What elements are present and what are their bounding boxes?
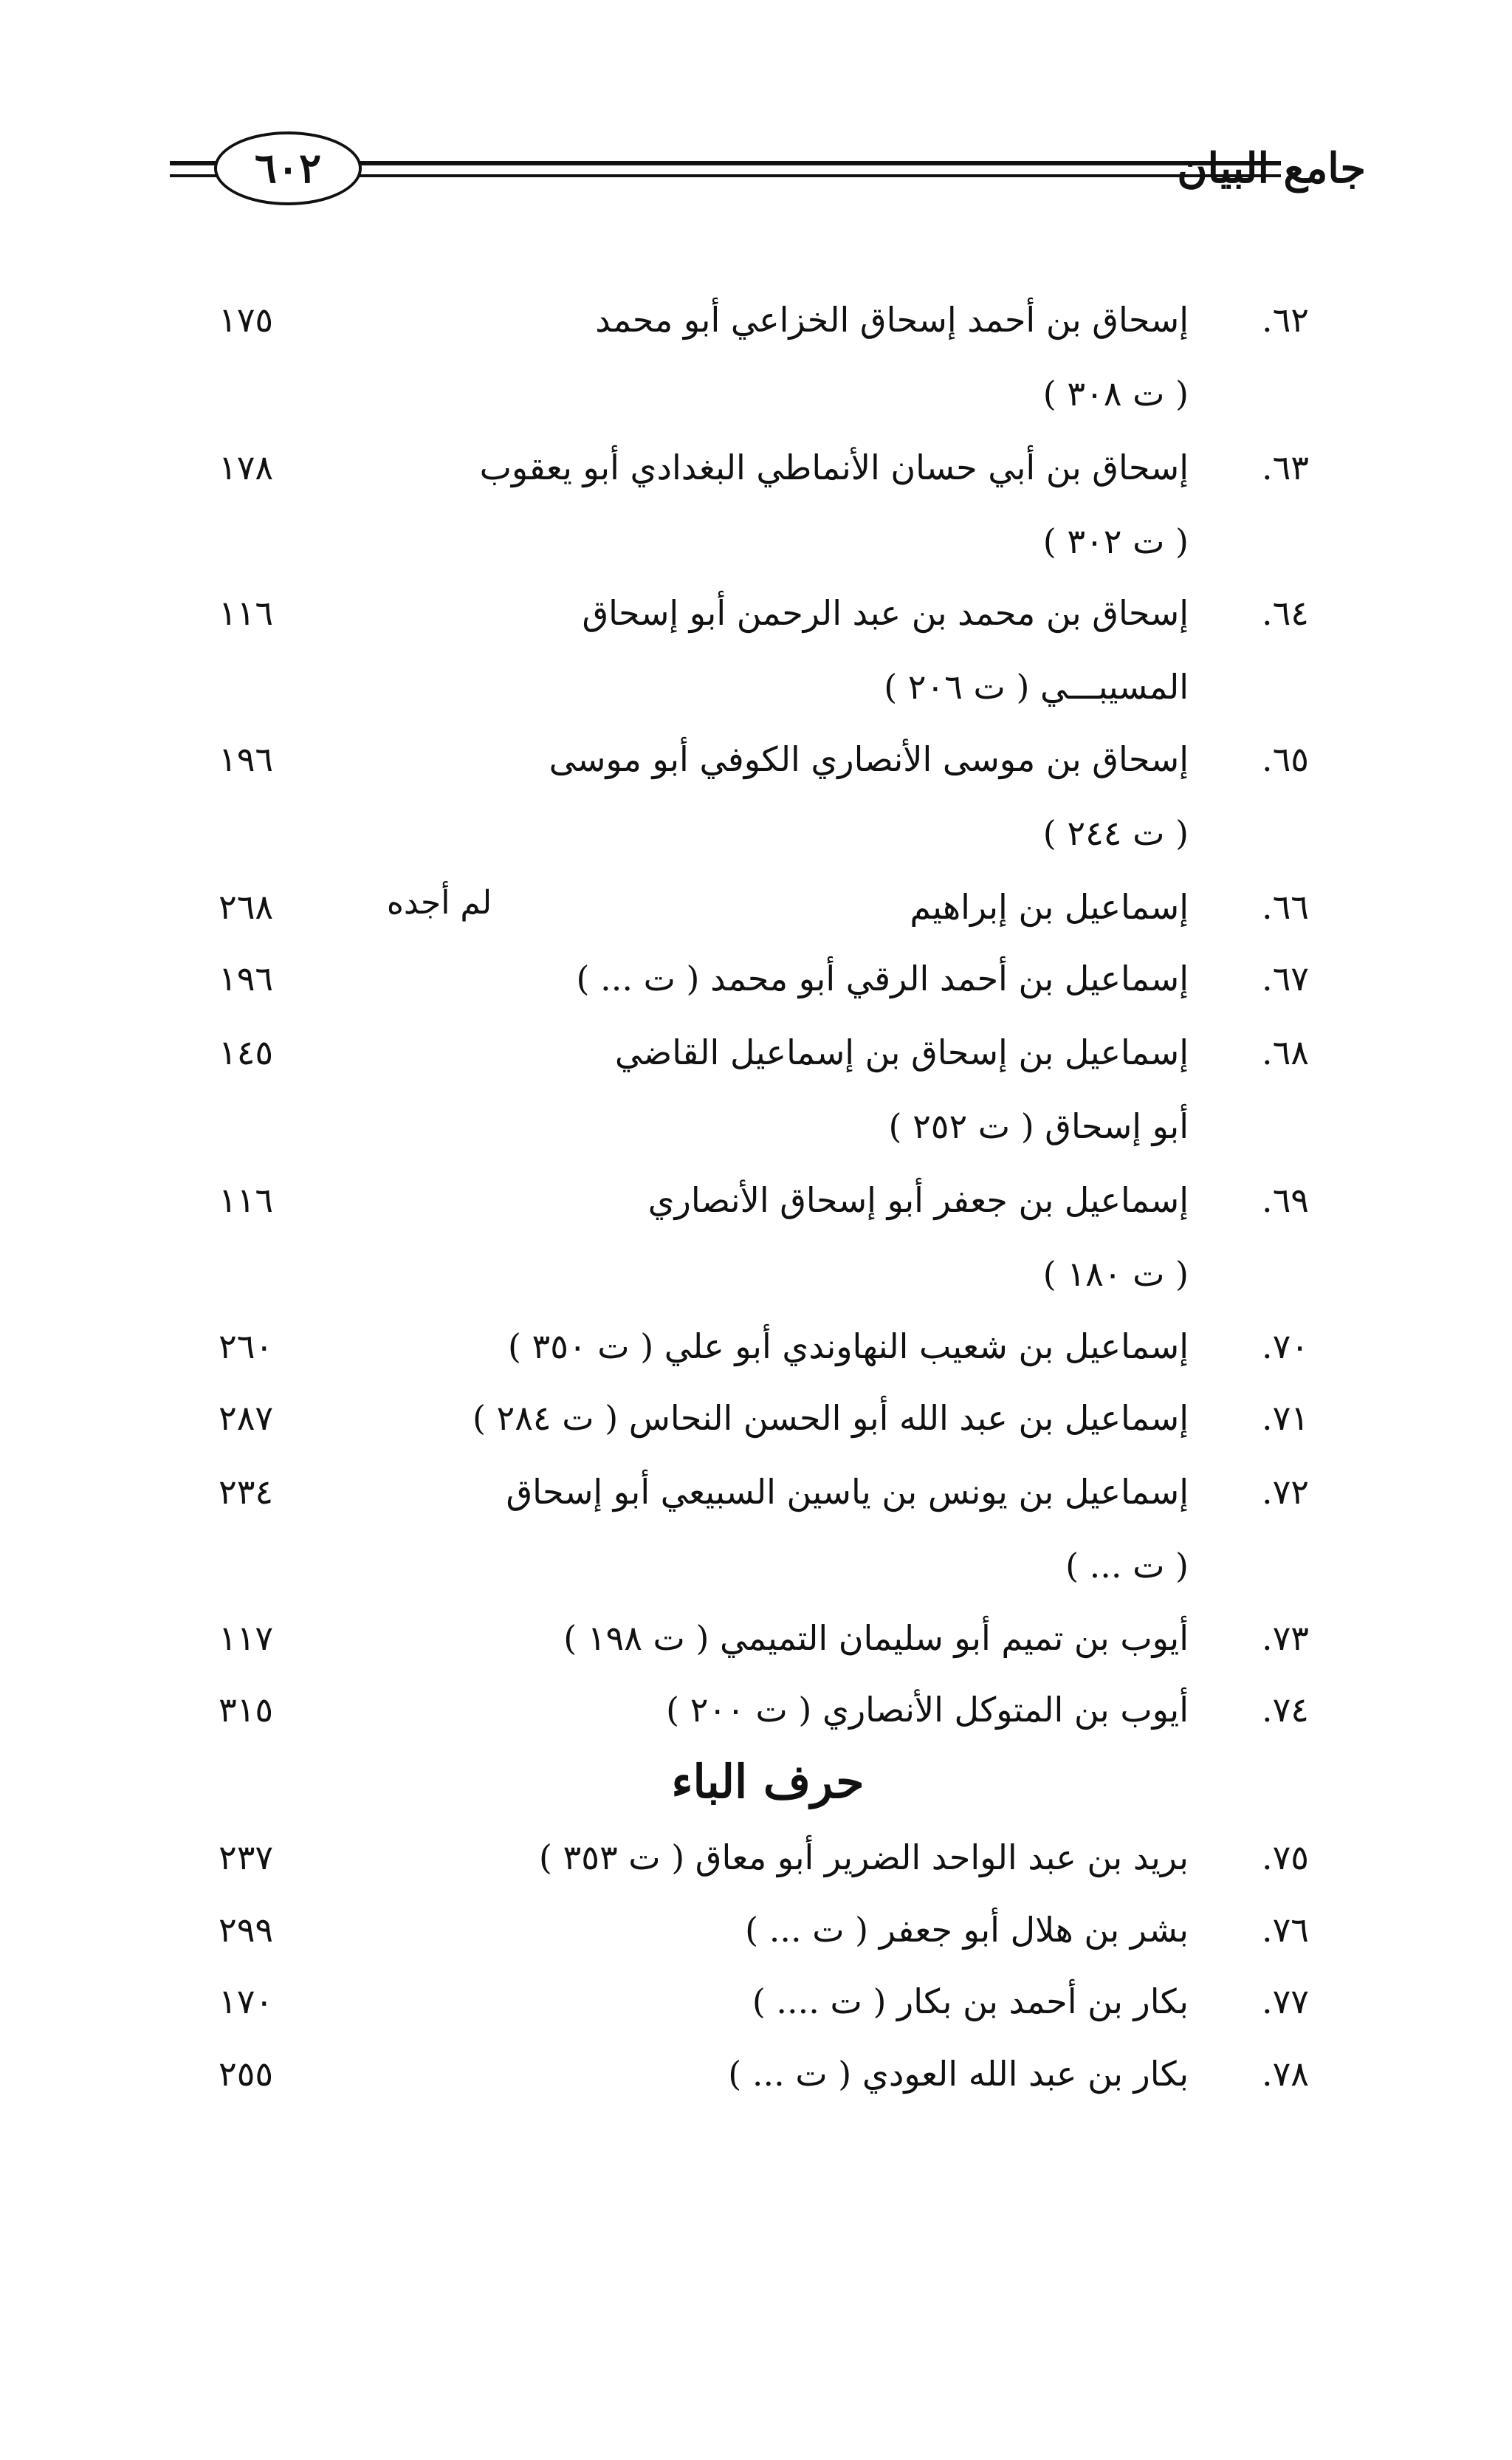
entry-number: .٧٣: [1261, 1618, 1310, 1658]
entry-number: .٧٧: [1261, 1981, 1310, 2021]
entry-page: ١٩٦: [219, 739, 274, 779]
entry-page: ١٧٨: [219, 448, 274, 487]
entry-page: ١١٦: [219, 593, 274, 633]
entry-continuation: ( ت ٣٠٢ ): [1042, 521, 1189, 561]
entry-name: إسماعيل بن أحمد الرقي أبو محمد ( ت ... ): [576, 959, 1189, 998]
entry-page: ١١٦: [219, 1180, 274, 1220]
entry-continuation: ( ت ٣٠٨ ): [1042, 374, 1189, 414]
entry-name: إسحاق بن موسى الأنصاري الكوفي أبو موسى: [549, 739, 1189, 779]
entry-name: بكار بن أحمد بن بكار ( ت .... ): [752, 1981, 1189, 2021]
entry-number: .٧٨: [1261, 2054, 1310, 2094]
entry-name: إسماعيل بن إسحاق بن إسماعيل القاضي: [614, 1032, 1189, 1072]
entry-page: ٢٥٥: [219, 2054, 274, 2094]
entry-number: .٦٧: [1261, 959, 1310, 998]
entry-page: ٢٦٠: [219, 1326, 274, 1366]
entry-name: إسحاق بن أبي حسان الأنماطي البغدادي أبو يعقوب: [479, 448, 1189, 487]
entry-page: ١١٧: [219, 1618, 274, 1658]
entry-number: .٧٦: [1261, 1910, 1310, 1950]
entry-page: ١٤٥: [219, 1032, 274, 1072]
entry-name: أيوب بن تميم أبو سليمان التميمي ( ت ١٩٨ ): [563, 1618, 1189, 1658]
entry-number: .٧١: [1261, 1398, 1310, 1438]
entry-continuation: ( ت ٢٤٤ ): [1042, 813, 1189, 853]
entry-name: إسماعيل بن عبد الله أبو الحسن النحاس ( ت ٢٨٤ ): [472, 1398, 1189, 1438]
entry-page: ٢٨٧: [219, 1398, 274, 1438]
entry-continuation: أبو إسحاق ( ت ٢٥٢ ): [888, 1106, 1189, 1146]
entry-page: ٢٦٨: [219, 887, 274, 927]
entry-continuation: المسيبـــي ( ت ٢٠٦ ): [884, 667, 1189, 707]
entry-number: .٦٢: [1261, 300, 1310, 340]
entry-name: بريد بن عبد الواحد الضرير أبو معاق ( ت ٣٥٣ ): [538, 1837, 1189, 1877]
entry-name: بكار بن عبد الله العودي ( ت ... ): [728, 2054, 1189, 2094]
entry-number: .٧٠: [1261, 1326, 1310, 1366]
entry-number: .٦٣: [1261, 448, 1310, 487]
entry-number: .٧٢: [1261, 1472, 1310, 1512]
entry-name: بشر بن هلال أبو جعفر ( ت ... ): [745, 1910, 1189, 1950]
page-number: ٦٠٢: [214, 131, 362, 205]
entry-page: ٢٣٧: [219, 1837, 274, 1877]
entry-number: .٦٨: [1261, 1032, 1310, 1072]
entry-number: .٧٥: [1261, 1837, 1310, 1877]
entry-name: إسماعيل بن يونس بن ياسين السبيعي أبو إسحاق: [506, 1472, 1189, 1512]
entry-note: لم أجده: [386, 884, 492, 922]
entry-page: ٢٣٤: [219, 1472, 274, 1512]
entry-number: .٧٤: [1261, 1690, 1310, 1730]
entry-name: إسماعيل بن جعفر أبو إسحاق الأنصاري: [647, 1180, 1189, 1220]
entry-continuation: ( ت ١٨٠ ): [1042, 1254, 1189, 1294]
entry-name: إسحاق بن أحمد إسحاق الخزاعي أبو محمد: [595, 300, 1189, 340]
entry-number: .٦٦: [1261, 887, 1310, 927]
section-heading: حرف الباء: [671, 1755, 865, 1809]
entry-name: إسماعيل بن شعيب النهاوندي أبو علي ( ت ٣٥٠ ): [507, 1326, 1189, 1366]
entry-number: .٦٩: [1261, 1180, 1310, 1220]
entry-name: إسماعيل بن إبراهيم: [910, 887, 1189, 927]
entry-page: ١٧٠: [219, 1981, 274, 2021]
entry-page: ١٧٥: [219, 300, 274, 340]
entry-number: .٦٥: [1261, 739, 1310, 779]
book-title: جامع البيان: [1177, 144, 1366, 193]
entry-page: ٢٩٩: [219, 1910, 274, 1950]
entry-number: .٦٤: [1261, 593, 1310, 633]
entry-continuation: ( ت ... ): [1065, 1546, 1189, 1586]
entry-name: أيوب بن المتوكل الأنصاري ( ت ٢٠٠ ): [666, 1690, 1189, 1730]
entry-name: إسحاق بن محمد بن عبد الرحمن أبو إسحاق: [582, 593, 1189, 633]
entry-page: ١٩٦: [219, 959, 274, 998]
entry-page: ٣١٥: [219, 1690, 274, 1730]
